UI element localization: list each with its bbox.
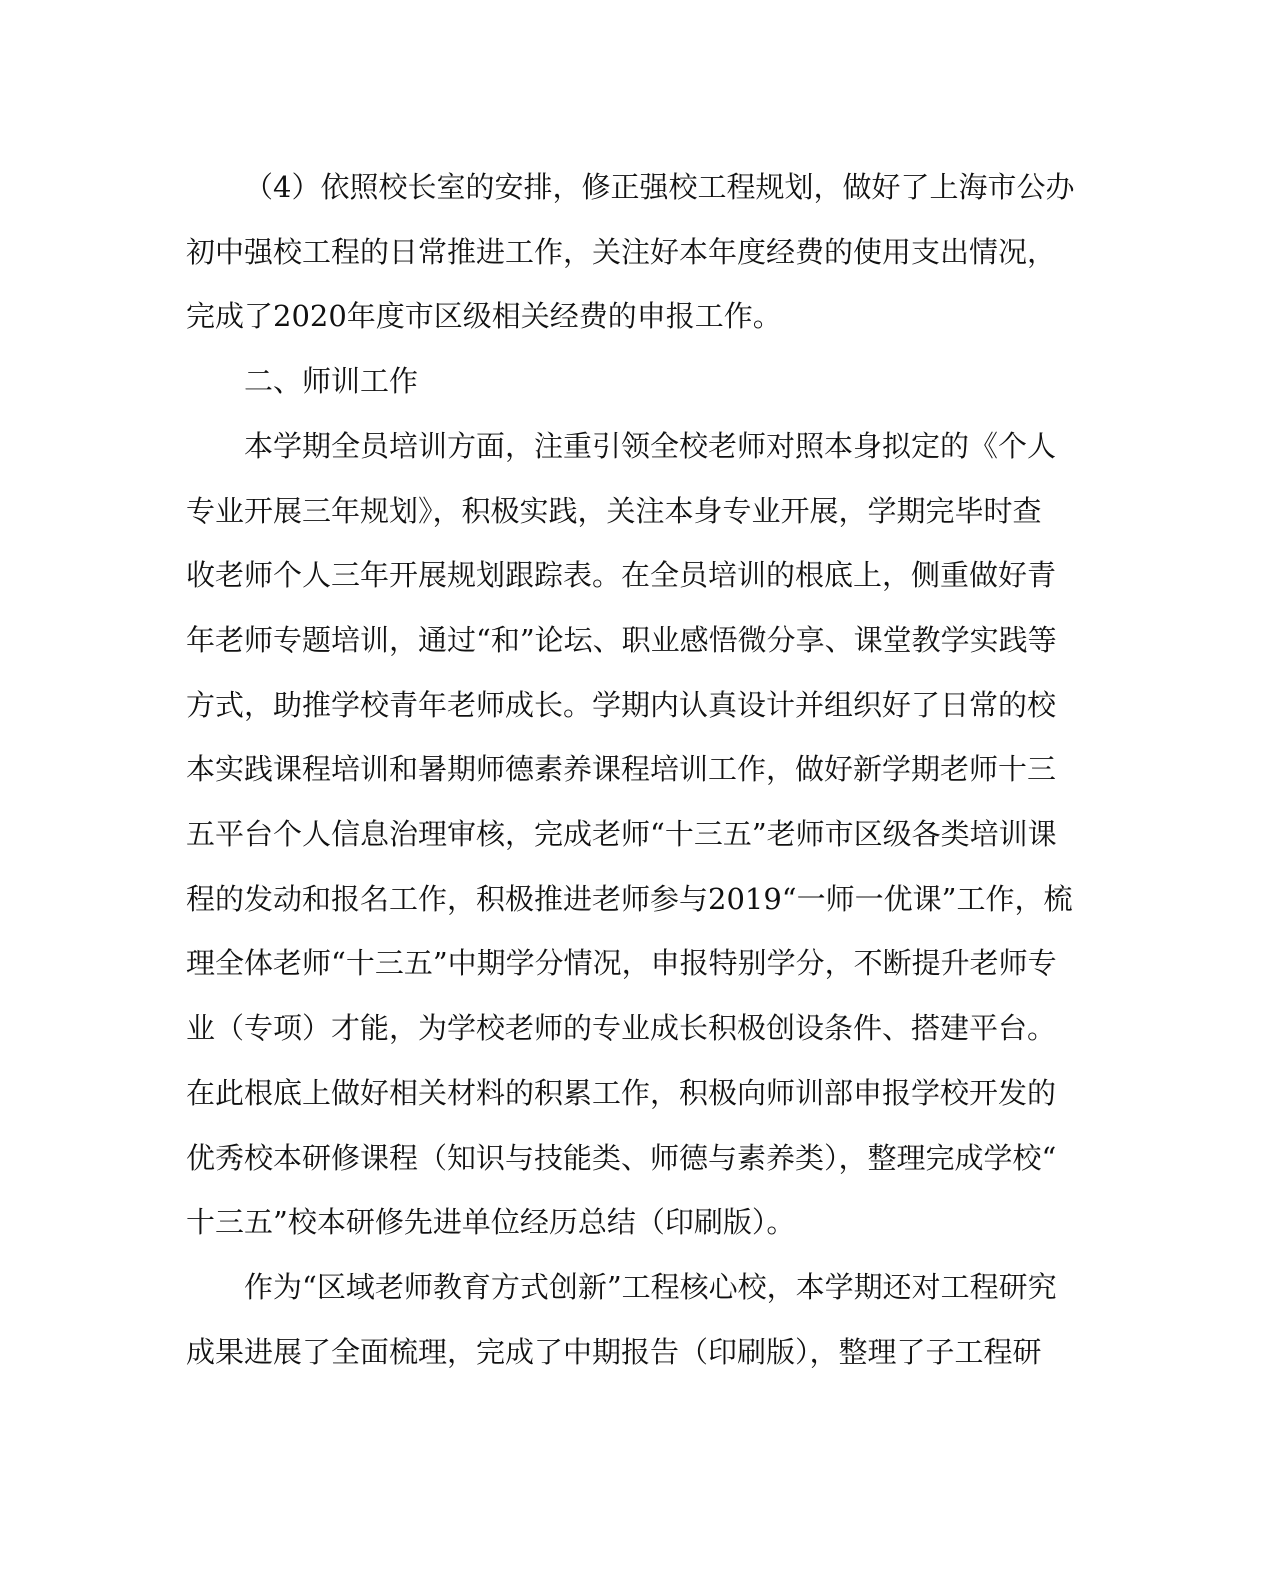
text-line: 理全体老师“十三五”中期学分情况，申报特别学分，不断提升老师专 (186, 946, 1057, 981)
section-heading-teacher-training (186, 349, 1066, 414)
text-line: 业（专项）才能，为学校老师的专业成长积极创设条件、搭建平台。 (186, 1011, 1057, 1046)
text-line: 本学期全员培训方面，注重引领全校老师对照本身拟定的《个人 (244, 428, 1057, 463)
text-line: 收老师个人三年开展规划跟踪表。在全员培训的根底上，侧重做好青 (186, 558, 1057, 593)
section-heading: 二、师训工作 (244, 364, 419, 399)
text-line: 年老师专题培训，通过“和”论坛、职业感悟微分享、课堂教学实践等 (186, 622, 1057, 657)
paragraph-core-school-project (186, 1255, 1066, 1384)
text-line: 成果进展了全面梳理，完成了中期报告（印刷版），整理了子工程研 (186, 1334, 1042, 1369)
text-line: 本实践课程培训和暑期师德素养课程培训工作，做好新学期老师十三 (186, 752, 1057, 787)
text-line: 在此根底上做好相关材料的积累工作，积极向师训部申报学校开发的 (186, 1075, 1057, 1110)
text-line: 五平台个人信息治理审核，完成老师“十三五”老师市区级各类培训课 (186, 817, 1057, 852)
text-line: 专业开展三年规划》，积极实践，关注本身专业开展，学期完毕时查 (186, 493, 1042, 528)
text-line: 程的发动和报名工作，积极推进老师参与2019“一师一优课”工作，梳 (186, 881, 1073, 916)
document-body (186, 155, 1075, 1384)
text-line: 完成了2020年度市区级相关经费的申报工作。 (186, 299, 782, 334)
text-line: 十三五”校本研修先进单位经历总结（印刷版）。 (186, 1205, 796, 1240)
text-line: 方式，助推学校青年老师成长。学期内认真设计并组织好了日常的校 (186, 687, 1057, 722)
text-line: 作为“区域老师教育方式创新”工程核心校，本学期还对工程研究 (244, 1269, 1057, 1304)
text-line: 优秀校本研修课程（知识与技能类、师德与素养类），整理完成学校“ (186, 1140, 1057, 1175)
paragraph-strong-school-project (186, 155, 1075, 349)
text-line: 初中强校工程的日常推进工作，关注好本年度经费的使用支出情况， (186, 234, 1057, 269)
paragraph-teacher-training (186, 414, 1073, 1255)
text-line: （4）依照校长室的安排，修正强校工程规划，做好了上海市公办 (244, 170, 1075, 204)
